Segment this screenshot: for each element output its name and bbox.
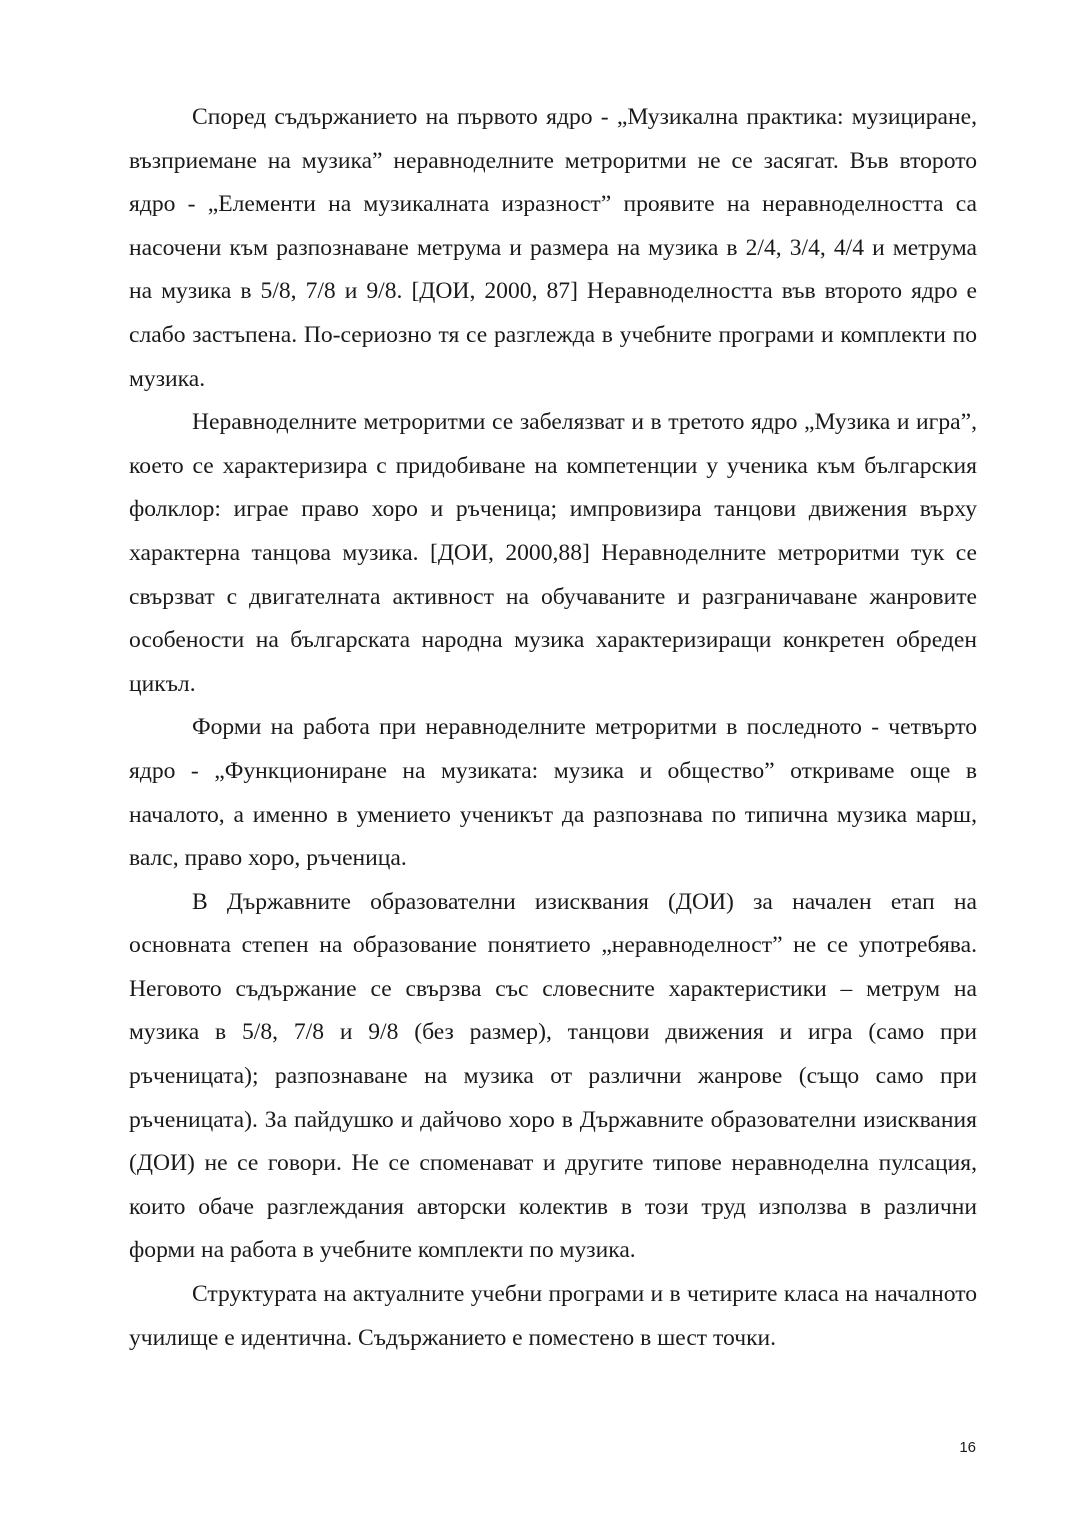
paragraph-5: Структурата на актуалните учебни програми и в четирите класа на началното училище е идентична. Съдържанието е поместено в шест точки.	[129, 1281, 977, 1351]
document-body	[129, 96, 977, 1360]
paragraph-1: Според съдържанието на първото ядро - „Музикална практика: музициране, възприемане на музика” неравноделните метроритми не се засягат. Във второто ядро - „Елементи на музикалната изразност” проявите на неравноделността са насочени към разпознаване метрума и размера на музика в 2/4, 3/4, 4/4 и метрума на музика в 5/8, 7/8 и 9/8. [ДОИ, 2000, 87] Неравноделността във второто ядро е слабо застъпена. По-сериозно тя се разглежда в учебните програми и комплекти по музика.	[129, 104, 977, 392]
paragraph-3: Форми на работа при неравноделните метроритми в последното - четвърто ядро - „Функциониране на музиката: музика и общество” откриваме още в началото, а именно в умението ученикът да разпознава по типична музика марш, валс, право хоро, ръченица.	[129, 714, 977, 872]
page-number: 16	[959, 1439, 976, 1456]
paragraph-2: Неравноделните метроритми се забелязват и в третото ядро „Музика и игра”, което се характеризира с придобиване на компетенции у ученика към българския фолклор: играе право хоро и ръченица; импровизира танцови движения върху характерна танцова музика. [ДОИ, 2000,88] Неравноделните метроритми тук се свързват с двигателната активност на обучаваните и разграничаване жанровите особености на българската народна музика характеризиращи конкретен обреден цикъл.	[129, 409, 977, 697]
paragraph-4: В Държавните образователни изисквания (ДОИ) за начален етап на основната степен на образование понятието „неравноделност” не се употребява. Неговото съдържание се свързва със словесните характеристики – метрум на музика в 5/8, 7/8 и 9/8 (без размер), танцови движения и игра (само при ръченицата); разпознаване на музика от различни жанрове (също само при ръченицата). За пайдушко и дайчово хоро в Държавните образователни изисквания (ДОИ) не се говори. Не се споменават и другите типове неравноделна пулсация, които обаче разглеждания авторски колектив в този труд използва в различни форми на работа в учебните комплекти по музика.	[129, 888, 977, 1264]
